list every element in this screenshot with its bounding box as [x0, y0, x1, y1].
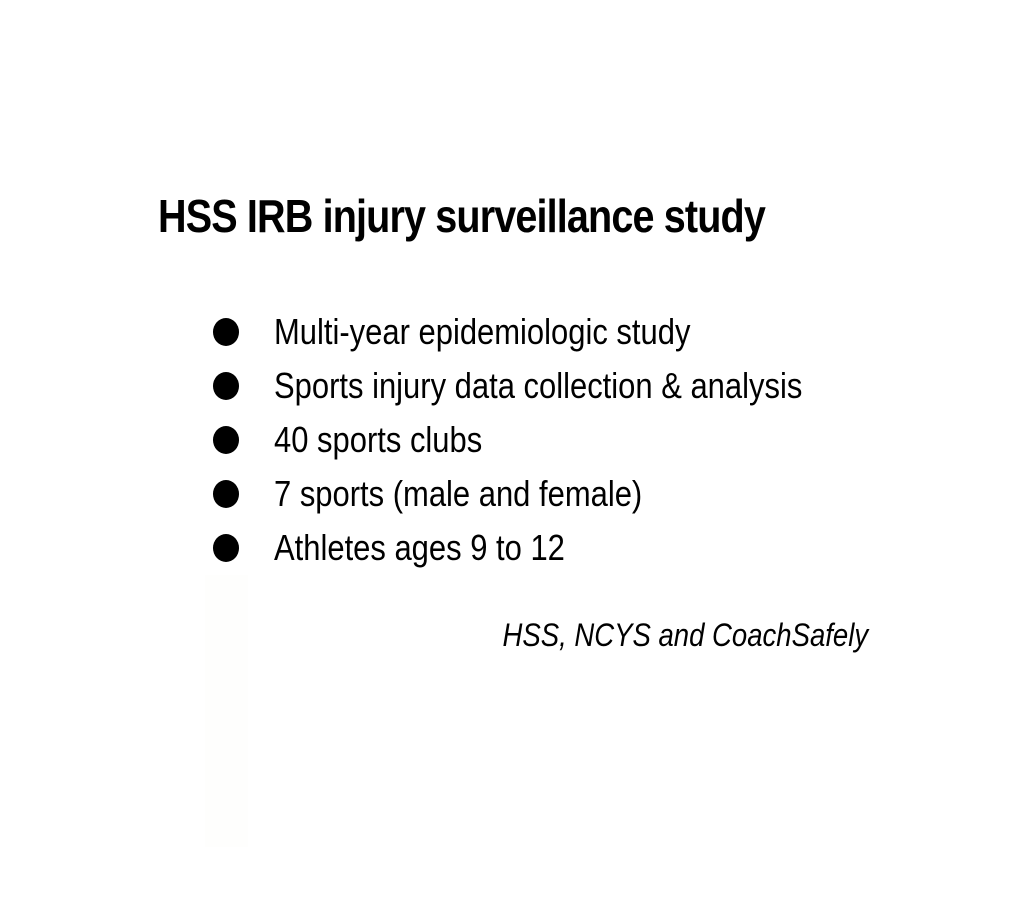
bullet-item: [212, 467, 888, 521]
bullet-dot-icon: [213, 318, 239, 346]
slide-title: HSS IRB injury surveillance study: [158, 190, 765, 242]
bullet-item: [212, 413, 888, 467]
bullet-item: [212, 359, 888, 413]
bullet-dot-icon: [213, 534, 239, 562]
bullet-text: 40 sports clubs: [274, 419, 483, 460]
attribution-text: HSS, NCYS and CoachSafely: [502, 617, 868, 653]
bullet-text: Athletes ages 9 to 12: [274, 527, 565, 568]
bullet-text: Multi-year epidemiologic study: [274, 311, 691, 352]
bullet-text: 7 sports (male and female): [274, 473, 643, 514]
bullet-text: Sports injury data collection & analysis: [274, 365, 803, 406]
faint-decorative-bar: [205, 575, 248, 847]
bullet-dot-icon: [213, 426, 239, 454]
bullet-dot-icon: [213, 372, 239, 400]
bullet-item: [212, 521, 888, 575]
bullet-dot-icon: [213, 480, 239, 508]
bullet-list: [212, 305, 888, 575]
bullet-item: [212, 305, 888, 359]
